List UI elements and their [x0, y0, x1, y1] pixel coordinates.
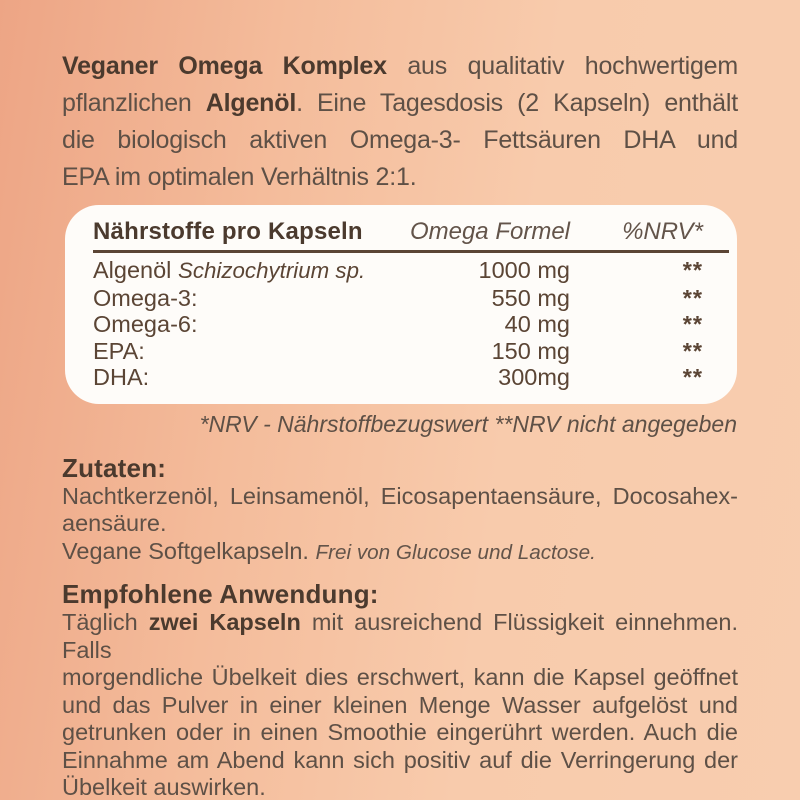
nutrition-row-omega3 [93, 285, 729, 312]
capsule-type-text: Vegane Softgelkapseln. [62, 537, 316, 564]
intro-line-4: EPA im optimalen Verhältnis 2:1. [62, 163, 417, 191]
nutrition-row-epa [93, 338, 729, 365]
usage-text [62, 609, 738, 802]
nutrient-nrv: ** [682, 311, 703, 337]
usage-line-6: Übelkeit auswirken. [62, 774, 266, 800]
nutrient-name: EPA: [93, 337, 145, 364]
nutrient-name: Omega-6: [93, 311, 198, 337]
usage-line-1-text: mit ausreichend Flüssigkeit einnehmen. Falls [62, 609, 738, 663]
nutrient-nrv: ** [682, 364, 703, 390]
dosage-highlight: zwei Kapseln [148, 609, 301, 635]
intro-line-1-text: aus qualitativ hochwertigem [386, 52, 738, 80]
nutrition-row-dha [93, 364, 729, 391]
intro-line-2-text: . Eine Tagesdosis (2 Kapseln) enthält [296, 89, 738, 117]
table-divider [93, 250, 729, 253]
ingredients-line-3 [62, 538, 738, 567]
nutrient-nrv: ** [682, 284, 703, 311]
ingredients-heading: Zutaten: [62, 452, 167, 483]
nutrient-nrv: ** [682, 257, 703, 283]
usage-line-2: morgendliche Übelkeit dies erschwert, kann die Kapsel geöffnet [62, 664, 738, 690]
nutrition-row-algenoel [93, 257, 729, 285]
nutrient-name-text: Algenöl [93, 257, 178, 283]
product-name: Veganer Omega Komplex [62, 52, 387, 80]
usage-line-1-pre: Täglich [62, 609, 149, 635]
intro-line-2-pre: pflanzlichen [62, 89, 206, 117]
nutrient-name-latin: Schizochytrium sp. [177, 258, 366, 283]
nutrient-amount: 550 mg [491, 284, 570, 311]
ingredients-line-2: aensäure. [62, 510, 167, 536]
header-col-nutrients: Nährstoffe pro Kapseln [93, 218, 363, 245]
ingredients-text [62, 483, 738, 567]
nutrient-name: DHA: [93, 364, 150, 390]
nutrient-amount: 1000 mg [478, 257, 570, 283]
nrv-footnote: *NRV - Nährstoffbezugswert **NRV nicht angegeben [199, 410, 737, 437]
header-col-formula: Omega Formel [409, 218, 570, 245]
intro-line-3: die biologisch aktiven Omega-3- Fettsäuren DHA und [62, 126, 738, 154]
usage-line-4: getrunken oder in einen Smoothie eingerührt werden. Auch die [62, 719, 738, 745]
nutrition-facts-card [65, 205, 737, 404]
ingredients-line-1: Nachtkerzenöl, Leinsamenöl, Eicosapentaensäure, Docosahex- [62, 482, 738, 509]
usage-line-3: und das Pulver in einer kleinen Menge Wasser aufgelöst und [62, 691, 738, 718]
nutrient-name: Omega-3: [93, 284, 198, 311]
nutrient-amount: 150 mg [491, 337, 570, 364]
product-description [62, 0, 738, 196]
nutrient-nrv: ** [682, 337, 703, 364]
header-col-nrv: %NRV* [622, 218, 703, 245]
intro-line-2 [62, 85, 738, 122]
nutrient-name [93, 257, 400, 285]
nutrient-amount: 300mg [498, 364, 570, 390]
intro-line-1 [62, 48, 738, 85]
usage-line-5: Einnahme am Abend kann sich positiv auf die Verringerung der [62, 746, 738, 773]
nutrition-table-header [93, 216, 729, 247]
nutrient-amount: 40 mg [504, 311, 570, 337]
usage-section [62, 579, 738, 802]
free-from-note: Frei von Glucose und Lactose. [315, 540, 596, 564]
usage-heading: Empfohlene Anwendung: [62, 579, 379, 609]
ingredient-highlight: Algenöl [205, 89, 297, 117]
nutrition-row-omega6 [93, 311, 729, 338]
usage-line-1 [62, 609, 738, 664]
ingredients-section [62, 453, 738, 567]
